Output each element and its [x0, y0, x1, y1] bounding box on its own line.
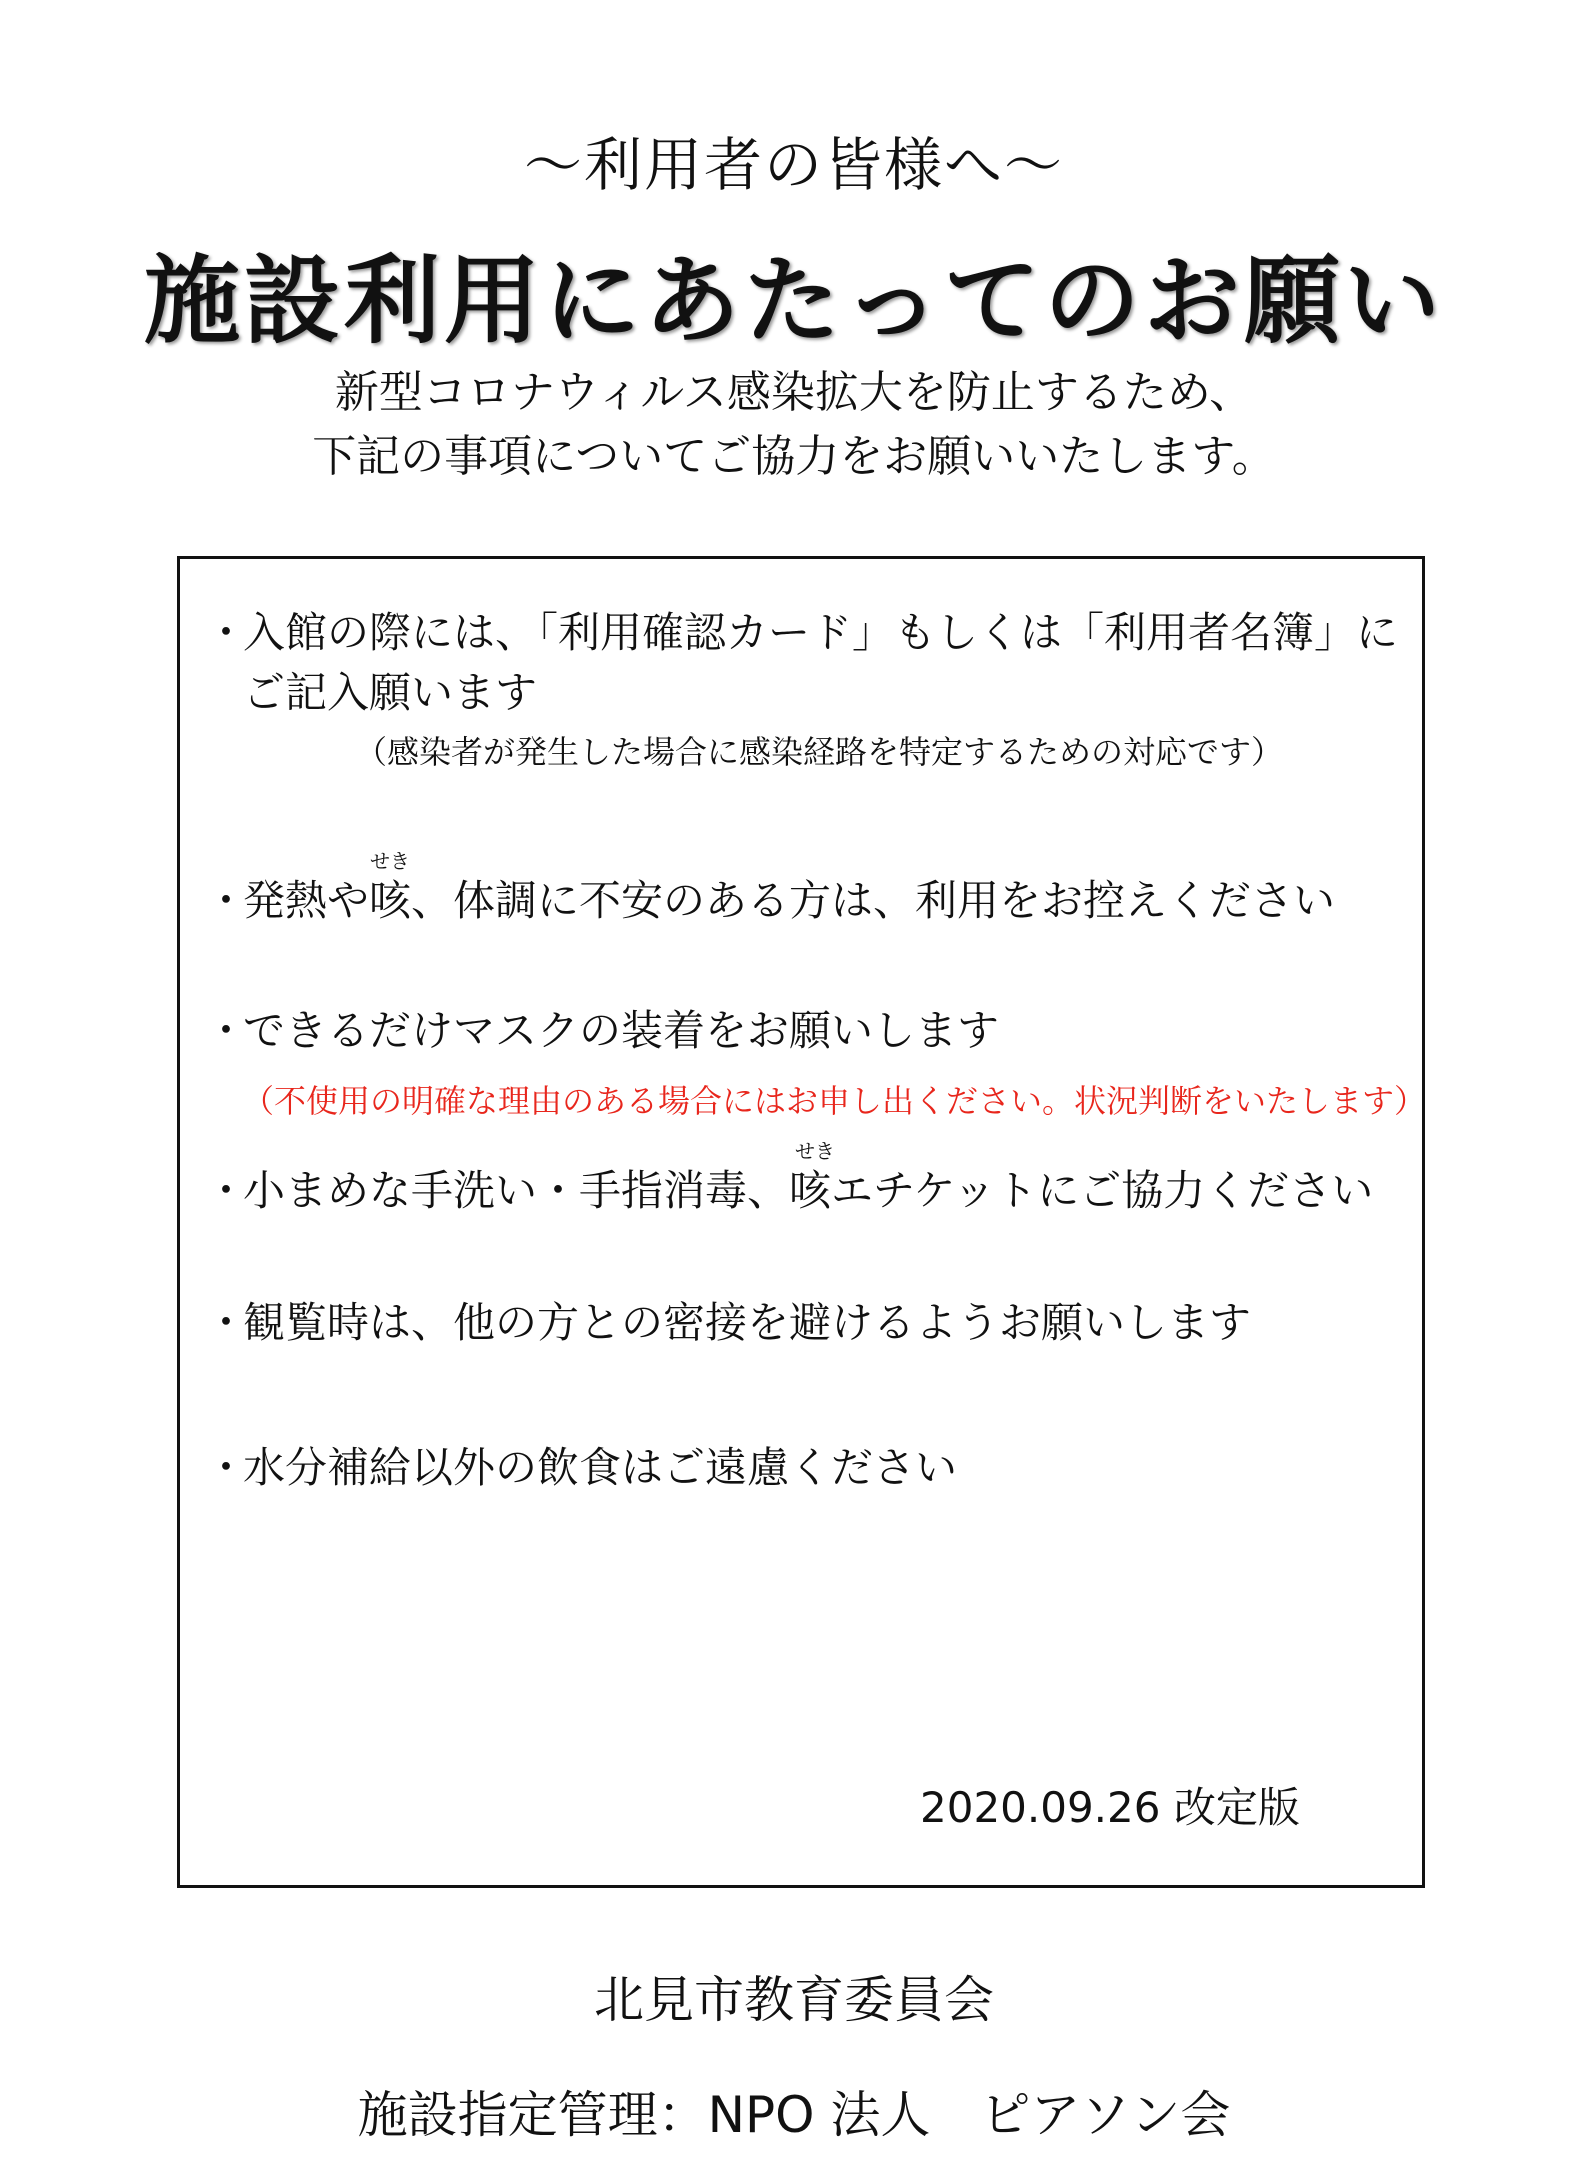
bullet: ・: [205, 876, 248, 925]
bullet: ・: [205, 1166, 248, 1215]
revision-date: 2020.09.26 改定版: [920, 1783, 1300, 1832]
notice-item-distancing: [205, 1290, 1251, 1350]
notice-item-symptoms: [205, 868, 1335, 928]
item-text: 観覧時は、他の方との密接を避けるようお願いします: [243, 1298, 1252, 1347]
intro-line-2: 下記の事項についてご協力をお願いいたします。: [312, 431, 1276, 482]
bullet: ・: [205, 1443, 248, 1492]
item-text: できるだけマスクの装着をお願いします: [243, 1006, 1000, 1055]
ruby-annotation: せき: [370, 849, 410, 873]
registration-note: （感染者が発生した場合に感染経路を特定するための対応です）: [355, 733, 1284, 771]
item-text: 発熱や咳、体調に不安のある方は、利用をお控えください: [243, 876, 1336, 925]
notice-item-registration-continued: ご記入願います: [243, 668, 538, 717]
organization-line-1: 北見市教育委員会: [594, 1971, 994, 2029]
notice-item-mask: [205, 998, 999, 1058]
notice-item-registration: [205, 600, 1398, 660]
notice-item-eating: [205, 1435, 957, 1495]
notice-item-handwashing: [205, 1158, 1373, 1218]
organization-line-2: 施設指定管理：NPO 法人 ピアソン会: [357, 2086, 1231, 2144]
ruby-annotation: せき: [795, 1139, 835, 1163]
notice-title: 施設利用にあたってのお願い: [144, 245, 1444, 357]
notice-subtitle: 〜利用者の皆様へ〜: [523, 131, 1064, 199]
bullet: ・: [205, 1298, 248, 1347]
bullet: ・: [205, 608, 248, 657]
mask-note: （不使用の明確な理由のある場合にはお申し出ください。状況判断をいたします）: [242, 1082, 1427, 1120]
item-text: 小まめな手洗い・手指消毒、咳エチケットにご協力ください: [243, 1166, 1374, 1215]
item-text: 入館の際には、「利用確認カード」もしくは「利用者名簿」に: [243, 608, 1399, 657]
item-text: 水分補給以外の飲食はご遠慮ください: [243, 1443, 958, 1492]
intro-line-1: 新型コロナウィルス感染拡大を防止するため、: [334, 367, 1254, 418]
bullet: ・: [205, 1006, 248, 1055]
